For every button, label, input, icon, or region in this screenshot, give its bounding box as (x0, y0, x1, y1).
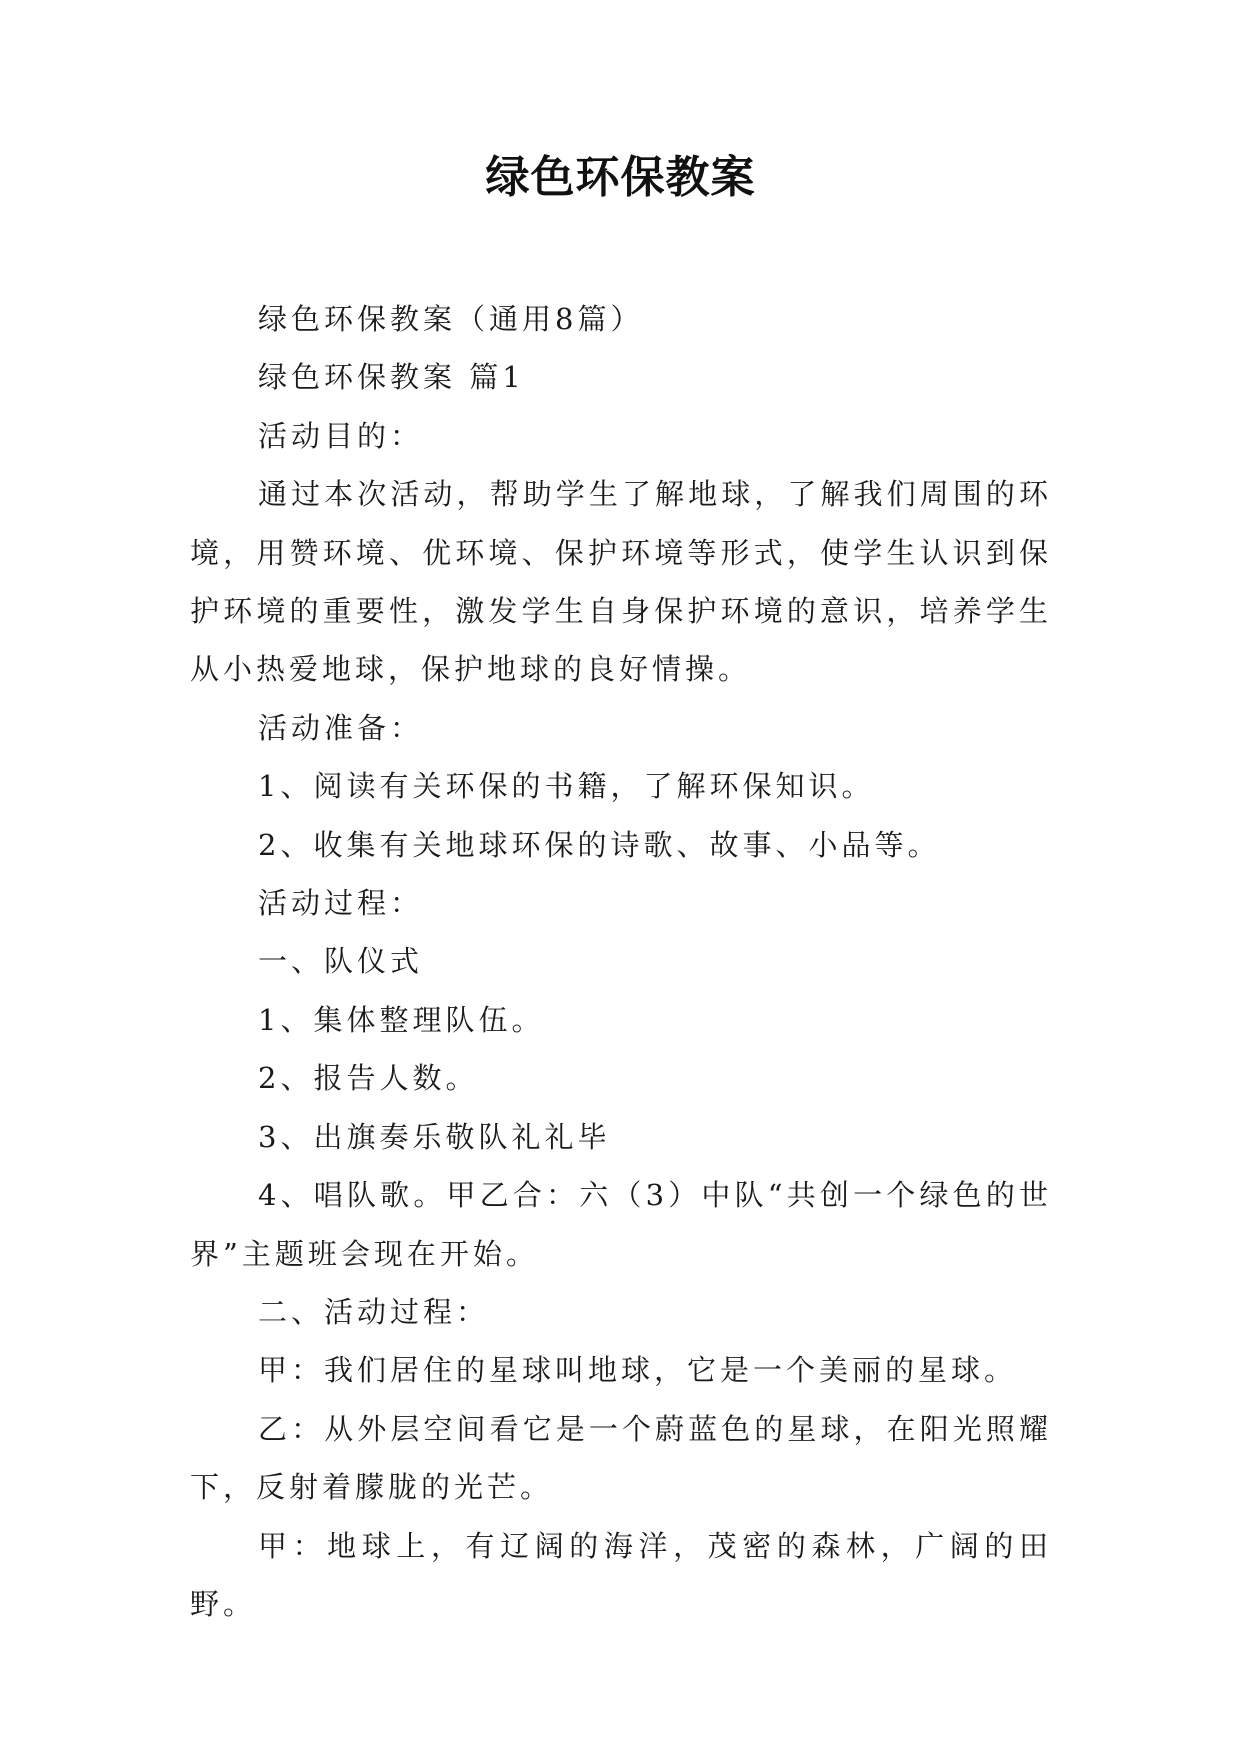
document-title: 绿色环保教案 (485, 152, 756, 203)
paragraph-ceremony-item-1: 1、集体整理队伍。 (258, 1002, 545, 1037)
paragraph-prep-label: 活动准备： (258, 710, 424, 745)
paragraph-goal-label: 活动目的： (258, 418, 424, 453)
paragraph-heading: 绿色环保教案（通用8篇） (258, 302, 644, 336)
paragraph-prep-item-1: 1、阅读有关环保的书籍，了解环保知识。 (258, 769, 875, 804)
paragraph-activity-label: 二、活动过程： (258, 1294, 490, 1329)
paragraph-ceremony-item-2: 2、报告人数。 (258, 1061, 479, 1096)
paragraph-section-title: 绿色环保教案 篇1 (258, 360, 525, 395)
paragraph-goal-text: 通过本次活动，帮助学生了解地球，了解我们周围的环境，用赞环境、优环境、保护环境等形式，使学生认识到保护环境的重要性，激发学生自身保护环境的意识，培养学生从小热爱地球，保护地球的良好情操。 (190, 477, 1052, 687)
paragraph-prep-item-2: 2、收集有关地球环保的诗歌、故事、小品等。 (258, 827, 941, 862)
paragraph-ceremony-item-3: 3、出旗奏乐敬队礼礼毕 (258, 1119, 611, 1154)
paragraph-ceremony-label: 一、队仪式 (258, 944, 424, 979)
paragraph-process-label: 活动过程： (258, 886, 424, 921)
document-body (190, 290, 1052, 1633)
paragraph-dialogue-2: 乙：从外层空间看它是一个蔚蓝色的星球，在阳光照耀下，反射着朦胧的光芒。 (190, 1411, 1052, 1505)
paragraph-ceremony-item-4: 4、唱队歌。甲乙合：六（3）中队“共创一个绿色的世界”主题班会现在开始。 (190, 1178, 1052, 1271)
paragraph-dialogue-1: 甲：我们居住的星球叫地球，它是一个美丽的星球。 (258, 1353, 1018, 1388)
paragraph-dialogue-3: 甲：地球上，有辽阔的海洋，茂密的森林，广阔的田野。 (190, 1528, 1052, 1621)
